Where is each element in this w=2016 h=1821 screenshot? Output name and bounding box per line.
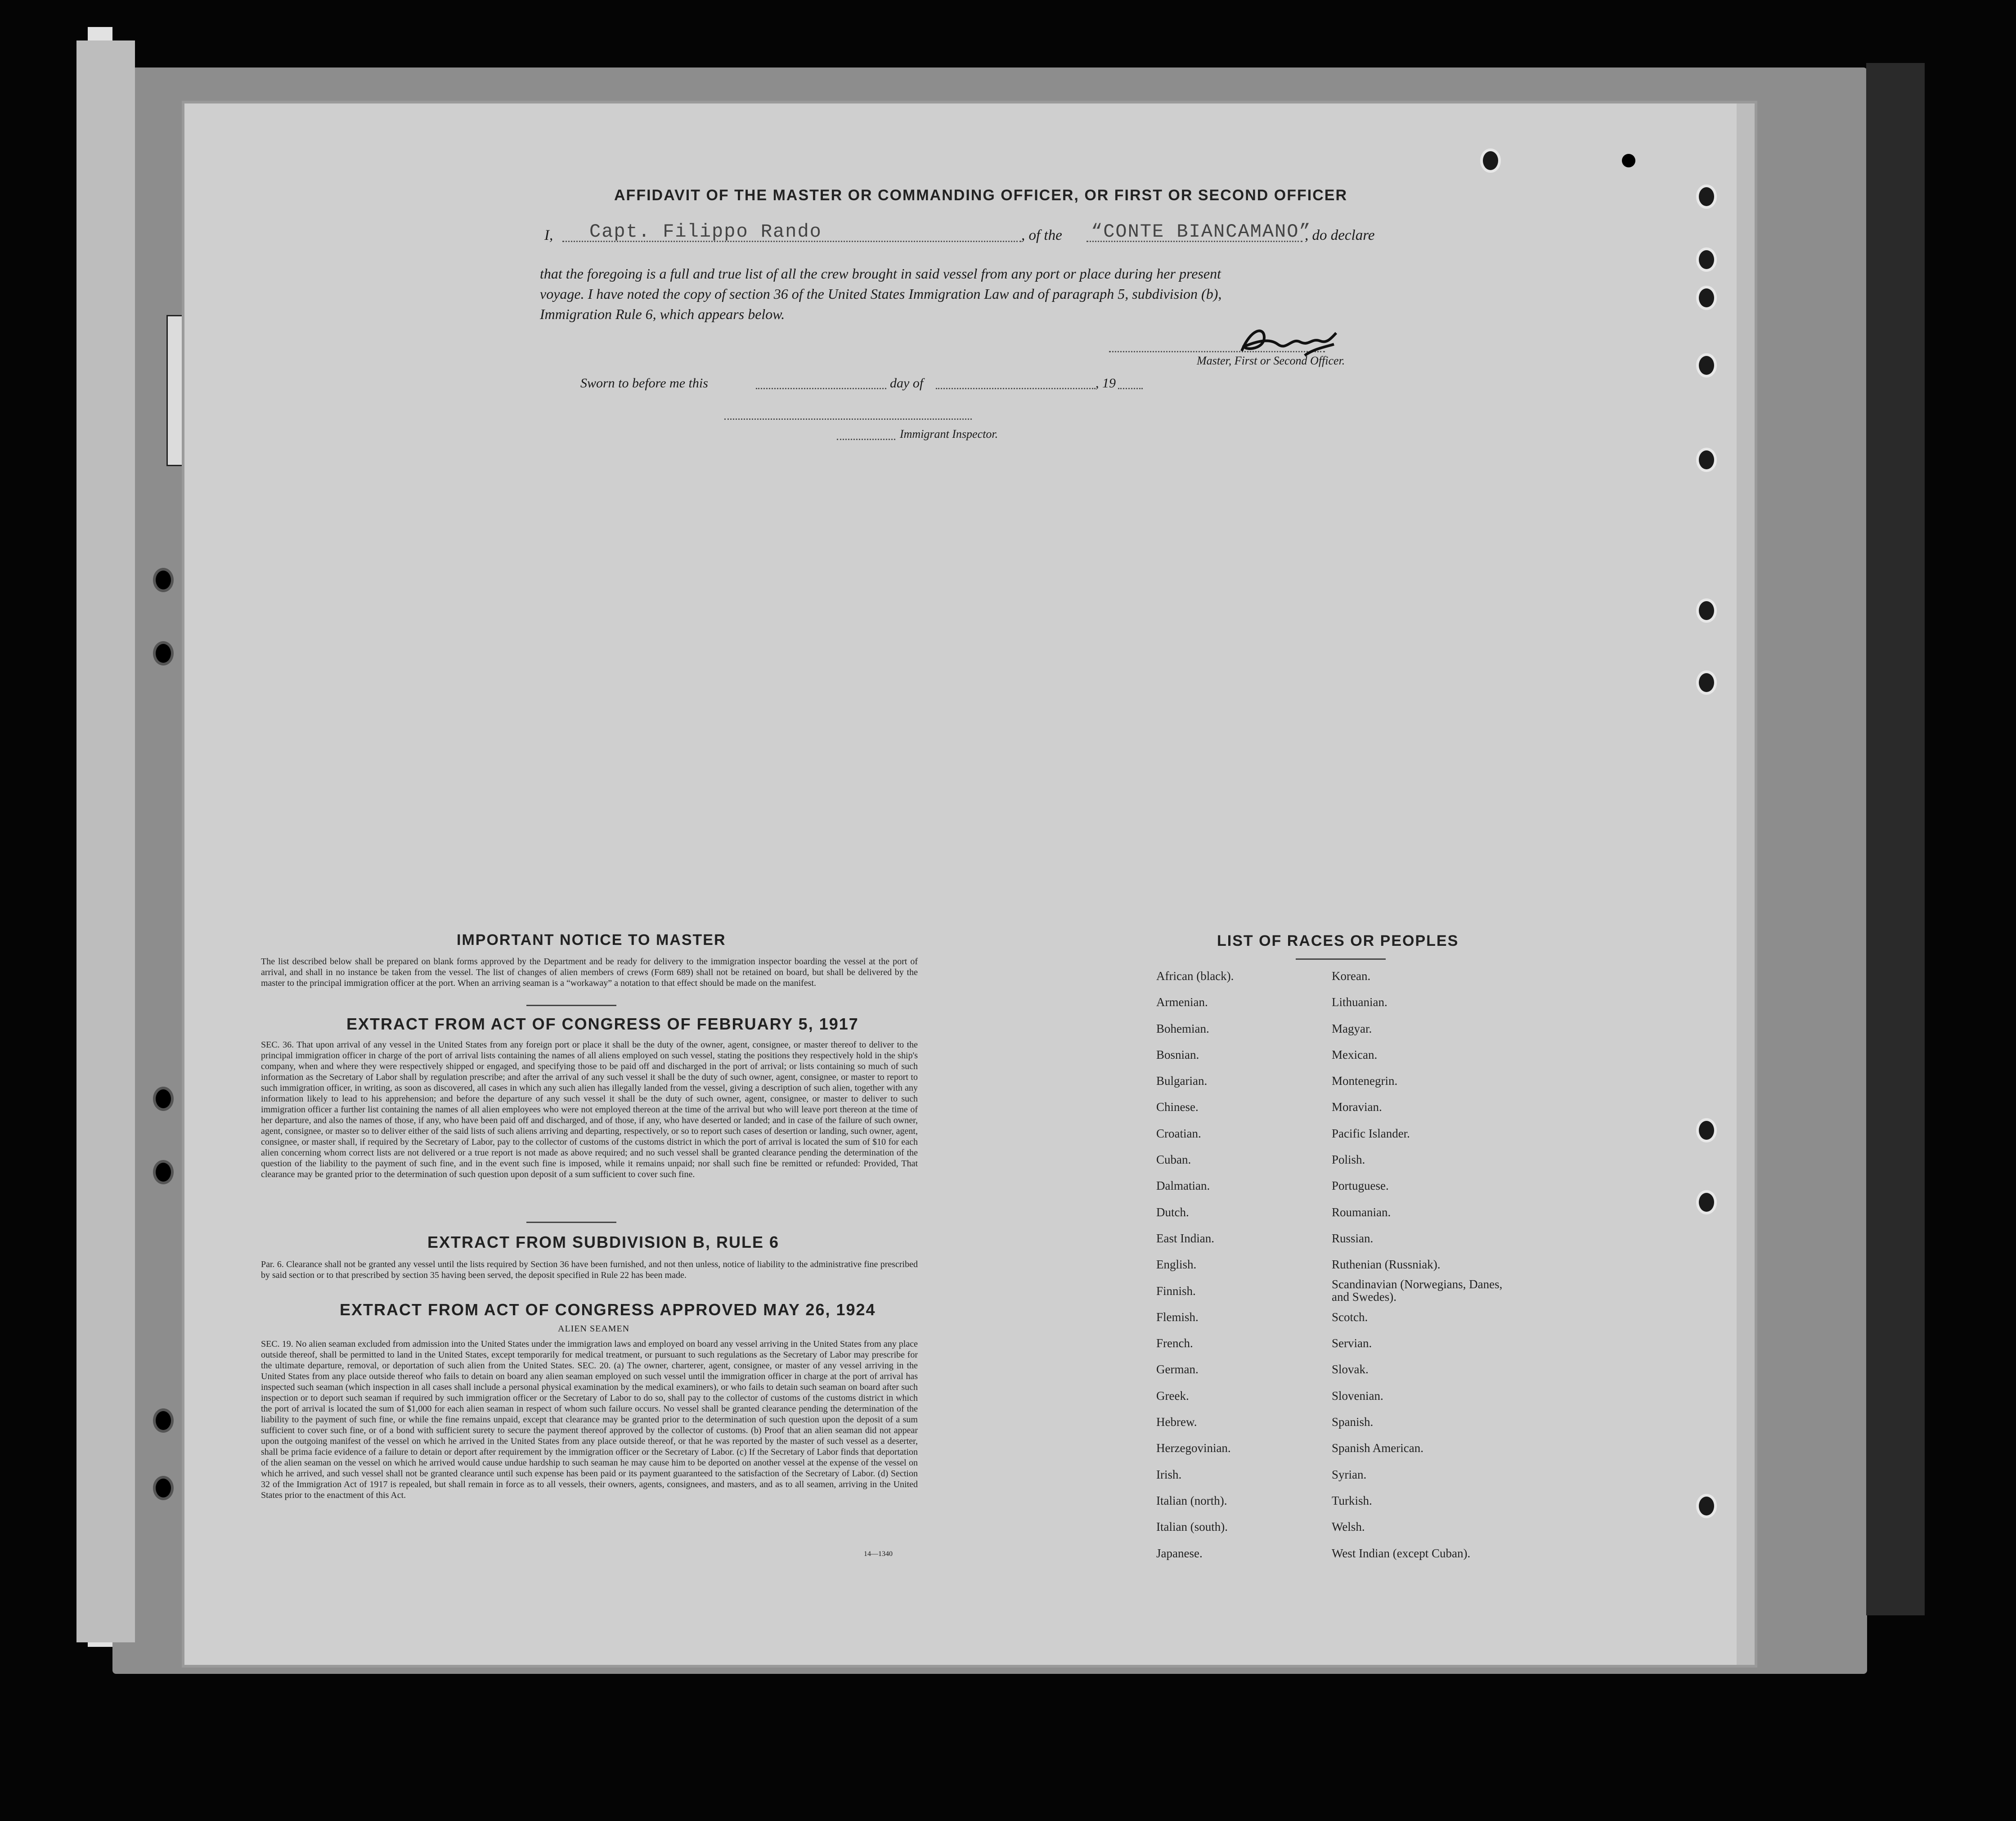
declaration-line — [544, 223, 1579, 250]
race-item: Dalmatian. — [1156, 1179, 1210, 1193]
punch-hole — [1696, 1118, 1717, 1142]
section-divider — [526, 1005, 616, 1006]
race-item: English. — [1156, 1258, 1197, 1272]
year-label: , 19 — [1096, 376, 1116, 391]
inspector-signature-line — [724, 418, 972, 420]
race-item: Magyar. — [1332, 1021, 1372, 1035]
section-divider — [526, 1222, 616, 1223]
race-item: Bohemian. — [1156, 1021, 1209, 1035]
race-item: Russian. — [1332, 1231, 1374, 1245]
affidavit-body-line-2: voyage. I have noted the copy of section 36 of the United States Immigration Law and of paragraph 5, subdivision (b), — [540, 286, 1222, 302]
punch-hole — [1696, 353, 1717, 378]
affidavit-body-line-1: that the foregoing is a full and true list of all the crew brought in said vessel from any port or place during her present — [540, 265, 1221, 282]
binder-hole — [153, 1476, 174, 1500]
race-item: Syrian. — [1332, 1467, 1367, 1481]
extract-1924-text: SEC. 19. No alien seaman excluded from admission into the United States under the immigration laws and employed on board any vessel arriving in the United States from any place outside thereof, shall be permitted to land in the United States, except temporarily for medical treatment, or pursuant to such regulations as the Secretary of Labor may prescribe for the ultimate departure, removal, or deportation of such alien from the United States. SEC. 20. (a) The owner, charterer, agent, consignee, or master of any vessel arriving in the United States from any place outside thereof who fails to detain on board any alien seaman employed on such vessel until the immigration officer in charge at the port of arrival has inspected such seaman (which inspection in all cases shall include a personal physical examination by the medical examiners), or who fails to detain such seaman on board after such inspection or to deport such seaman if required by such immigration officer or the Secretary of Labor to do so, shall pay to the collector of customs of the customs district in which the port of arrival is located the sum of $1,000 for each alien seaman in respect of whom such failure occurs. No vessel shall be granted clearance pending the determination of the liability to the payment of such fine, or while the fine remains unpaid, except that clearance may be granted prior to the determination of such question upon the deposit of a sum sufficient to cover such fine, or of a bond with sufficient surety to secure the payment thereof approved by the collector of customs. (b) Proof that an alien seaman did not appear upon the outgoing manifest of the vessel on which he arrived in the United States from any place outside thereof, or that he was reported by the master of such vessel as a deserter, shall be prima facie evidence of a failure to detain or deport after requirement by the immigration officer or the Secretary of Labor. (c) If the Secretary of Labor finds that deportation of the alien seaman on the vessel on which he arrived would cause undue hardship to such seaman he may cause him to be deported on another vessel at the expense of the vessel on which he arrived, and such vessel shall not be granted clearance until such expense has been paid or its payment guaranteed to the satisfaction of the Secretary of Labor. (d) Section 32 of the Immigration Act of 1917 is repealed, but shall remain in force as to all vessels, their owners, agents, consignees, and masters, and as to all seamen, arriving in the United States prior to the enactment of this Act. — [261, 1339, 918, 1500]
race-item: Montenegrin. — [1332, 1074, 1398, 1088]
races-left-column — [1156, 963, 1234, 1566]
vessel-name: “CONTE BIANCAMANO” — [1091, 221, 1311, 243]
race-item: Greek. — [1156, 1389, 1189, 1403]
race-item: Roumanian. — [1332, 1205, 1391, 1219]
of-the-label: , of the — [1021, 227, 1062, 243]
extract-1924-title: EXTRACT FROM ACT OF CONGRESS APPROVED MAY 26, 1924 — [340, 1300, 876, 1319]
race-item: Chinese. — [1156, 1100, 1199, 1114]
notice-title: IMPORTANT NOTICE TO MASTER — [457, 931, 726, 949]
extract-rule6-title: EXTRACT FROM SUBDIVISION B, RULE 6 — [427, 1233, 780, 1251]
race-item: Turkish. — [1332, 1493, 1372, 1507]
punch-hole — [1696, 1494, 1717, 1518]
punch-hole — [1696, 247, 1717, 272]
race-item: Pacific Islander. — [1332, 1126, 1410, 1140]
race-item: East Indian. — [1156, 1231, 1214, 1245]
master-name: Capt. Filippo Rando — [589, 221, 822, 243]
race-item: Cuban. — [1156, 1153, 1191, 1167]
race-item: Mexican. — [1332, 1048, 1378, 1061]
sworn-year-line — [1118, 388, 1143, 389]
race-item: Spanish. — [1332, 1415, 1374, 1429]
race-item: West Indian (except Cuban). — [1332, 1546, 1471, 1560]
notice-text: The list described below shall be prepared on blank forms approved by the Department and be ready for delivery to the immigration inspector boarding the vessel at the port of arrival, and shall in no instance be taken from the vessel. The list of changes of alien members of crews (Form 689) shall not be retained on board, but shall be delivered by the master to the principal immigration officer at the port. When an arriving seaman is a “workaway” a notation to that effect should be made on the manifest. — [261, 957, 918, 988]
punch-hole — [1696, 286, 1717, 310]
day-of-label: day of — [890, 376, 924, 391]
right-binding-strip — [1866, 63, 1925, 1615]
race-item: Flemish. — [1156, 1310, 1199, 1324]
race-item: Herzegovinian. — [1156, 1441, 1231, 1455]
extract-1917-title: EXTRACT FROM ACT OF CONGRESS OF FEBRUARY 5, 1917 — [346, 1015, 859, 1033]
race-item: Lithuanian. — [1332, 995, 1387, 1009]
race-item: Slovenian. — [1332, 1389, 1383, 1403]
races-right-column — [1332, 963, 1503, 1566]
race-item: Welsh. — [1332, 1520, 1365, 1534]
declarant-prefix: I, — [544, 227, 553, 243]
races-title: LIST OF RACES OR PEOPLES — [1217, 932, 1459, 949]
race-item: French. — [1156, 1336, 1193, 1350]
affidavit-body-line-3: Immigration Rule 6, which appears below. — [540, 306, 785, 322]
extract-rule6-text: Par. 6. Clearance shall not be granted any vessel until the lists required by Section 36 have been furnished, and not then unless, notice of liability to the administrative fine prescribed by said section or to that prescribed by section 35 having been served, the deposit specified in Rule 22 has been made. — [261, 1259, 918, 1280]
extract-1917-text: SEC. 36. That upon arrival of any vessel in the United States from any foreign port or place it shall be the duty of the owner, agent, consignee, or master thereof to deliver to the principal immigration officer in charge of the port of arrival lists containing the names of all aliens employed on such vessel, stating the positions they respectively hold in the ship's company, when and where they were respectively shipped or engaged, and specifying those to be paid off and discharged in the port of arrival; or lists containing so much of such information as the Secretary of Labor shall by regulation prescribe; and after the arrival of any such vessel it shall be the duty of such owner, agent, consignee, or master to report to such immigration officer, in writing, as soon as discovered, all cases in which any such alien has illegally landed from the vessel, giving a description of such alien, together with any information likely to lead to his apprehension; and before the departure of any such vessel it shall be the duty of such owner, agent, consignee, or master to deliver to such immigration officer a further list containing the names of all alien employees who were not employed thereon at the time of the arrival but who will leave port thereon at the time of her departure, and also the names of those, if any, who have been paid off and discharged, and of those, if any, who have deserted or landed; and in case of the failure of such owner, agent, consignee, or master so to deliver either of the said lists of such aliens arriving and departing, respectively, or so to report such cases of desertion or landing, such owner, agent, consignee, or master shall, if required by the Secretary of Labor, pay to the collector of customs of the customs district in which the port of arrival is located the sum of $10 for each alien concerning whom correct lists are not delivered or a true report is not made as above required; and no such vessel shall be granted clearance pending the determination of the question of the liability to the payment of such fine, and in the event such fine is imposed, while it remains unpaid; nor shall such fine be remitted or refunded: Provided, That clearance may be granted prior to the determination of such question upon deposit of a sum sufficient to cover such fine. — [261, 1040, 918, 1179]
sworn-label: Sworn to before me this — [580, 376, 708, 391]
race-item: Hebrew. — [1156, 1415, 1197, 1429]
punch-hole — [1696, 184, 1717, 209]
binder-hole — [153, 1160, 174, 1184]
inspector-name-line — [837, 439, 895, 440]
race-item: Spanish American. — [1332, 1441, 1423, 1455]
punch-hole — [1696, 670, 1717, 695]
race-item: Scotch. — [1332, 1310, 1368, 1324]
race-item: German. — [1156, 1362, 1199, 1376]
page-fold-edge — [1737, 103, 1755, 1665]
race-item: Bulgarian. — [1156, 1074, 1208, 1088]
race-item: Korean. — [1332, 969, 1371, 983]
race-item: Ruthenian (Russniak). — [1332, 1258, 1441, 1272]
punch-hole — [1696, 598, 1717, 623]
race-item: Armenian. — [1156, 995, 1208, 1009]
punch-hole — [1696, 1190, 1717, 1214]
sworn-day-line — [756, 388, 886, 389]
binder-hole — [153, 1408, 174, 1433]
race-item: Finnish. — [1156, 1284, 1196, 1298]
race-item: Portuguese. — [1332, 1179, 1389, 1193]
races-title-rule — [1296, 958, 1386, 960]
binder-hole — [153, 568, 174, 592]
affidavit-title: AFFIDAVIT OF THE MASTER OR COMMANDING OFFICER, OR FIRST OR SECOND OFFICER — [614, 187, 1347, 204]
race-item: Bosnian. — [1156, 1048, 1199, 1061]
declare-label: , do declare — [1305, 227, 1375, 243]
race-item: Scandinavian (Norwegians, Danes, and Swedes). — [1332, 1277, 1503, 1304]
race-item: Polish. — [1332, 1153, 1365, 1167]
punch-hole — [1480, 148, 1501, 173]
race-item: African (black). — [1156, 969, 1234, 983]
page-edge-strip-shadow — [76, 40, 135, 1642]
race-item: Moravian. — [1332, 1100, 1382, 1114]
inspector-caption: Immigrant Inspector. — [900, 427, 998, 441]
race-item: Croatian. — [1156, 1126, 1201, 1140]
race-item: Servian. — [1332, 1336, 1372, 1350]
sworn-line — [580, 373, 1255, 396]
binder-hole — [153, 641, 174, 665]
race-item: Japanese. — [1156, 1546, 1203, 1560]
race-item: Italian (north). — [1156, 1493, 1227, 1507]
race-item: Irish. — [1156, 1467, 1182, 1481]
race-item: Italian (south). — [1156, 1520, 1228, 1534]
ink-dot — [1622, 154, 1635, 167]
binder-hole — [153, 1087, 174, 1111]
sworn-month-line — [936, 388, 1096, 389]
race-item: Slovak. — [1332, 1362, 1369, 1376]
extract-1924-subtitle: ALIEN SEAMEN — [558, 1324, 630, 1334]
race-item: Dutch. — [1156, 1205, 1189, 1219]
signature-caption: Master, First or Second Officer. — [1197, 354, 1345, 367]
form-number: 14—1340 — [864, 1550, 893, 1558]
manifest-page — [184, 103, 1755, 1665]
punch-hole — [1696, 448, 1717, 472]
